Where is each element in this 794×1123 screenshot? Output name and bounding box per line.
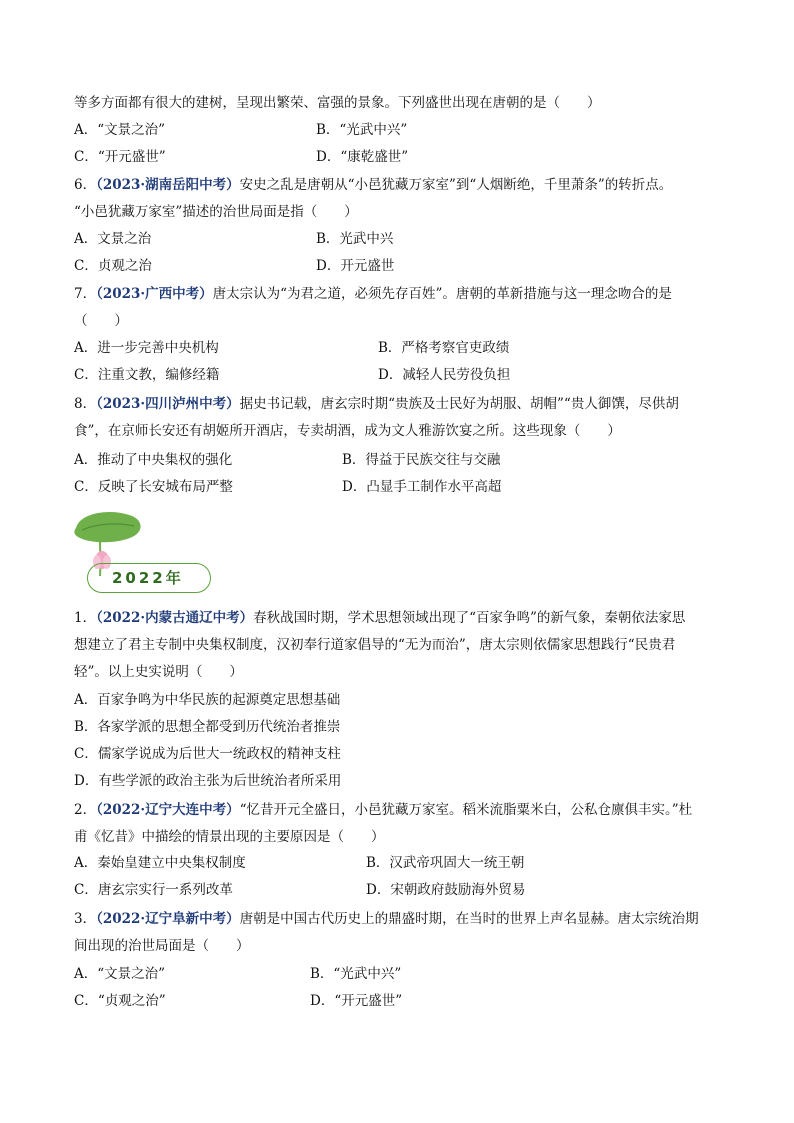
option-a: A．文景之治 [74,231,152,247]
option-a: A．推动了中央集权的强化 [74,452,233,468]
question-number: 7． [74,286,97,302]
option-c: C．反映了长安城布局严整 [74,479,233,495]
question-stem: 唐太宗认为“为君之道，必须先存百姓”。唐朝的革新措施与这一理念吻合的是 [212,286,672,302]
question-7-text [74,284,734,304]
question-source: （2022·辽宁阜新中考） [96,911,240,927]
question-2022-1-text [74,608,734,628]
option-b: B．得益于民族交往与交融 [342,452,501,468]
question-8-text [74,394,734,414]
option-d: D．开元盛世 [316,258,395,274]
option-d: D．有些学派的政治主张为后世统治者所采用 [74,773,342,789]
option-c: C．贞观之治 [74,258,152,274]
question-2022-3-text-2: 间出现的治世局面是（ ） [74,938,250,954]
question-2022-1-text-2: 想建立了君主专制中央集权制度，汉初奉行道家倡导的“无为而治”，唐太宗则依儒家思想践行“民贵君 [74,637,676,653]
option-c: C．唐玄宗实行一系列改革 [74,882,233,898]
section-year-label: 2022年 [112,569,184,587]
option-c: C．“贞观之治” [74,993,166,1009]
option-b: B．光武中兴 [316,231,394,247]
option-d: D．宋朝政府鼓励海外贸易 [366,882,526,898]
option-a: A．百家争鸣为中华民族的起源奠定思想基础 [74,692,341,708]
option-a: A．“文景之治” [74,966,166,982]
question-8-text-2: 食”，在京师长安还有胡姬所开酒店，专卖胡酒，成为文人雅游饮宴之所。这些现象（ ） [74,423,621,439]
option-d: D．“开元盛世” [310,993,403,1009]
option-a: A．进一步完善中央机构 [74,340,219,356]
question-intro-text: 等多方面都有很大的建树，呈现出繁荣、富强的景象。下列盛世出现在唐朝的是（ ） [74,95,601,111]
option-d: D．凸显手工制作水平高超 [342,479,502,495]
option-d: D．减轻人民劳役负担 [378,367,511,383]
question-stem: 唐朝是中国古代历史上的鼎盛时期，在当时的世界上声名显赫。唐太宗统治期 [239,911,699,927]
question-2022-2-text-2: 甫《忆昔》中描绘的情景出现的主要原因是（ ） [74,829,385,845]
question-stem: 春秋战国时期，学术思想领域出现了“百家争鸣”的新气象，秦朝依法家思 [253,610,686,626]
question-source: （2023·湖南岳阳中考） [96,177,240,193]
option-d: D．“康乾盛世” [316,149,409,165]
question-2022-2-text [74,800,734,820]
question-source: （2022·内蒙古通辽中考） [96,610,254,626]
option-b: B．各家学派的思想全都受到历代统治者推崇 [74,719,341,735]
option-c: C．儒家学说成为后世大一统政权的精神支柱 [74,746,341,762]
question-number: 8． [74,396,97,412]
question-2022-1-text-3: 轻”。以上史实说明（ ） [74,664,243,680]
question-source: （2023·广西中考） [96,286,213,302]
option-c: C．“开元盛世” [74,149,166,165]
option-b: B．“光武中兴” [310,966,402,982]
question-6-text-2: “小邑犹藏万家室”描述的治世局面是指（ ） [74,204,358,220]
option-c: C．注重文教，编修经籍 [74,367,220,383]
question-6-text [74,175,734,195]
option-b: B．严格考察官吏政绩 [378,340,510,356]
question-2022-3-text [74,909,734,929]
question-stem: 安史之乱是唐朝从“小邑犹藏万家室”到“人烟断绝，千里萧条”的转折点。 [239,177,673,193]
question-stem: 据史书记载，唐玄宗时期“贵族及士民好为胡服、胡帽”“贵人御馔，尽供胡 [239,396,679,412]
question-number: 6． [74,177,97,193]
question-number: 1． [74,610,97,626]
question-source: （2022·辽宁大连中考） [96,802,240,818]
option-b: B．汉武帝巩固大一统王朝 [366,855,525,871]
option-a: A．秦始皇建立中央集权制度 [74,855,246,871]
question-stem: “忆昔开元全盛日，小邑犹藏万家室。稻米流脂粟米白，公私仓廪俱丰实。”杜 [239,802,693,818]
option-a: A．“文景之治” [74,122,166,138]
question-number: 2． [74,802,97,818]
question-source: （2023·四川泸州中考） [96,396,240,412]
question-number: 3． [74,911,97,927]
question-7-text-2: （ ） [74,313,128,329]
option-b: B．“光武中兴” [316,122,408,138]
